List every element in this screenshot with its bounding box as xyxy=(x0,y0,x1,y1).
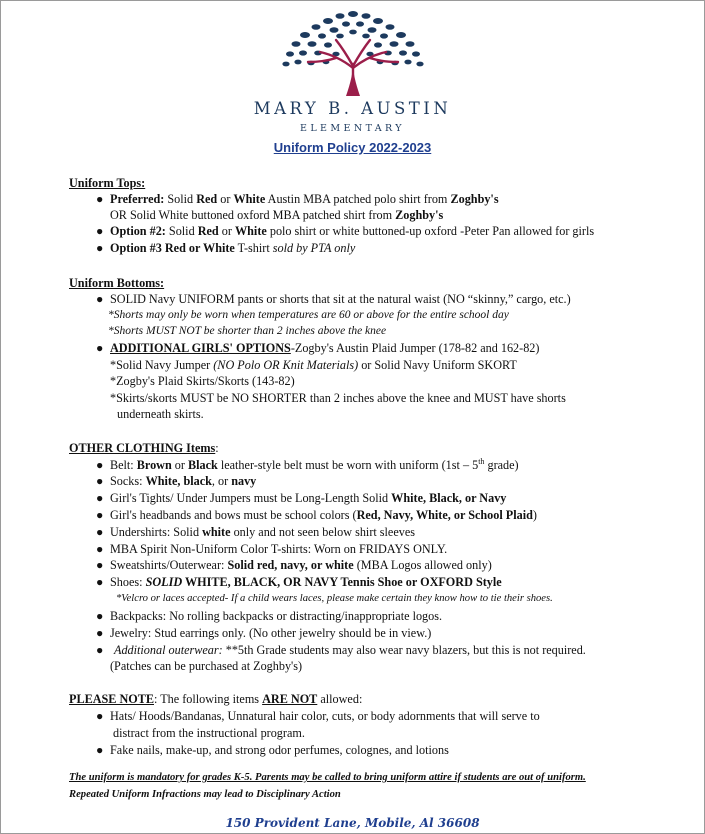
other-item-shoes: Shoes: SOLID WHITE, BLACK, OR NAVY Tennis Shoe or OXFORD Style xyxy=(110,575,502,589)
bullet-icon: ● xyxy=(96,224,104,238)
other-item-spirit-shirts: MBA Spirit Non-Uniform Color T-shirts: Worn on FRIDAYS ONLY. xyxy=(110,542,448,556)
bullet-icon: ● xyxy=(96,626,104,640)
please-note-heading: PLEASE NOTE: The following items ARE NOT allowed: xyxy=(69,692,363,706)
bottoms-item-girls-options: ADDITIONAL GIRLS' OPTIONS-Zogby's Austin Plaid Jumper (178-82 and 162-82) xyxy=(110,341,540,355)
bottoms-heading: Uniform Bottoms: xyxy=(69,276,165,290)
mandatory-notice: The uniform is mandatory for grades K-5. Parents may be called to bring uniform attire if students are out of uniform. xyxy=(69,772,586,783)
other-item-jewelry: Jewelry: Stud earrings only. (No other jewelry should be in view.) xyxy=(110,626,432,640)
bullet-icon: ● xyxy=(96,743,104,757)
bullet-icon: ● xyxy=(96,241,104,255)
bullet-icon: ● xyxy=(96,525,104,539)
girls-note-skirts: *Zogby's Plaid Skirts/Skorts (143-82) xyxy=(110,374,295,388)
bullet-icon: ● xyxy=(96,474,104,488)
bottoms-note-length: *Shorts MUST NOT be shorter than 2 inches above the knee xyxy=(108,325,387,337)
girls-note-length: *Skirts/skorts MUST be NO SHORTER than 2 inches above the knee and MUST have shorts xyxy=(110,391,566,405)
school-subtitle: ELEMENTARY xyxy=(300,123,405,134)
girls-note-length-cont: underneath skirts. xyxy=(117,407,204,421)
other-item-outerwear: Additional outerwear: **5th Grade students may also wear navy blazers, but this is not required. xyxy=(114,643,586,657)
other-item-outerwear-cont: (Patches can be purchased at Zoghby's) xyxy=(110,659,303,673)
infractions-notice: Repeated Uniform Infractions may lead to Disciplinary Action xyxy=(69,789,341,800)
bullet-icon: ● xyxy=(96,575,104,589)
bullet-icon: ● xyxy=(96,643,104,657)
girls-note-jumper: *Solid Navy Jumper (NO Polo OR Knit Materials) or Solid Navy Uniform SKORT xyxy=(110,358,517,372)
bullet-icon: ● xyxy=(96,709,104,723)
not-allowed-item-hats-cont: distract from the instructional program. xyxy=(113,726,305,740)
bottoms-item-pants: SOLID Navy UNIFORM pants or shorts that sit at the natural waist (NO “skinny,” cargo, etc.) xyxy=(110,292,571,306)
tree-logo-icon xyxy=(278,6,428,98)
bullet-icon: ● xyxy=(96,558,104,572)
school-address: 150 Provident Lane, Mobile, Al 36608 xyxy=(225,816,480,830)
bullet-icon: ● xyxy=(96,341,104,355)
other-item-socks: Socks: White, black, or navy xyxy=(110,474,257,488)
other-heading: OTHER CLOTHING Items: xyxy=(69,441,219,455)
bullet-icon: ● xyxy=(96,458,104,472)
bullet-icon: ● xyxy=(96,508,104,522)
bottoms-note-temperature: *Shorts may only be worn when temperatures are 60 or above for the entire school day xyxy=(108,309,509,321)
policy-title[interactable]: Uniform Policy 2022-2023 xyxy=(273,140,432,155)
not-allowed-item-nails: Fake nails, make-up, and strong odor perfumes, colognes, and lotions xyxy=(110,743,449,757)
shoes-note: *Velcro or laces accepted- If a child wears laces, please make certain they know how to tie their shoes. xyxy=(116,593,553,604)
other-item-sweatshirts: Sweatshirts/Outerwear: Solid red, navy, or white (MBA Logos allowed only) xyxy=(110,558,492,572)
school-name: MARY B. AUSTIN xyxy=(253,99,452,118)
tops-item-option3: Option #3 Red or White T-shirt sold by PTA only xyxy=(110,241,356,255)
tops-heading: Uniform Tops: xyxy=(69,176,146,190)
tops-item-option2: Option #2: Solid Red or White polo shirt or white buttoned-up oxford -Peter Pan allowed for girls xyxy=(110,224,595,238)
tops-item-preferred-cont: OR Solid White buttoned oxford MBA patched shirt from Zoghby's xyxy=(110,208,444,222)
other-item-headbands: Girl's headbands and bows must be school colors (Red, Navy, White, or School Plaid) xyxy=(110,508,537,522)
other-item-backpacks: Backpacks: No rolling backpacks or distracting/inappropriate logos. xyxy=(110,609,443,623)
bullet-icon: ● xyxy=(96,609,104,623)
bullet-icon: ● xyxy=(96,192,104,206)
bullet-icon: ● xyxy=(96,292,104,306)
bullet-icon: ● xyxy=(96,491,104,505)
tops-item-preferred: Preferred: Solid Red or White Austin MBA patched polo shirt from Zoghby's xyxy=(110,192,499,206)
not-allowed-item-hats: Hats/ Hoods/Bandanas, Unnatural hair color, cuts, or body adornments that will serve to xyxy=(110,709,540,723)
other-item-belt: Belt: Brown or Black leather-style belt must be worn with uniform (1st – 5th grade) xyxy=(110,456,519,472)
other-item-undershirts: Undershirts: Solid white only and not seen below shirt sleeves xyxy=(110,525,415,539)
bullet-icon: ● xyxy=(96,542,104,556)
other-item-tights: Girl's Tights/ Under Jumpers must be Long-Length Solid White, Black, or Navy xyxy=(110,491,507,505)
